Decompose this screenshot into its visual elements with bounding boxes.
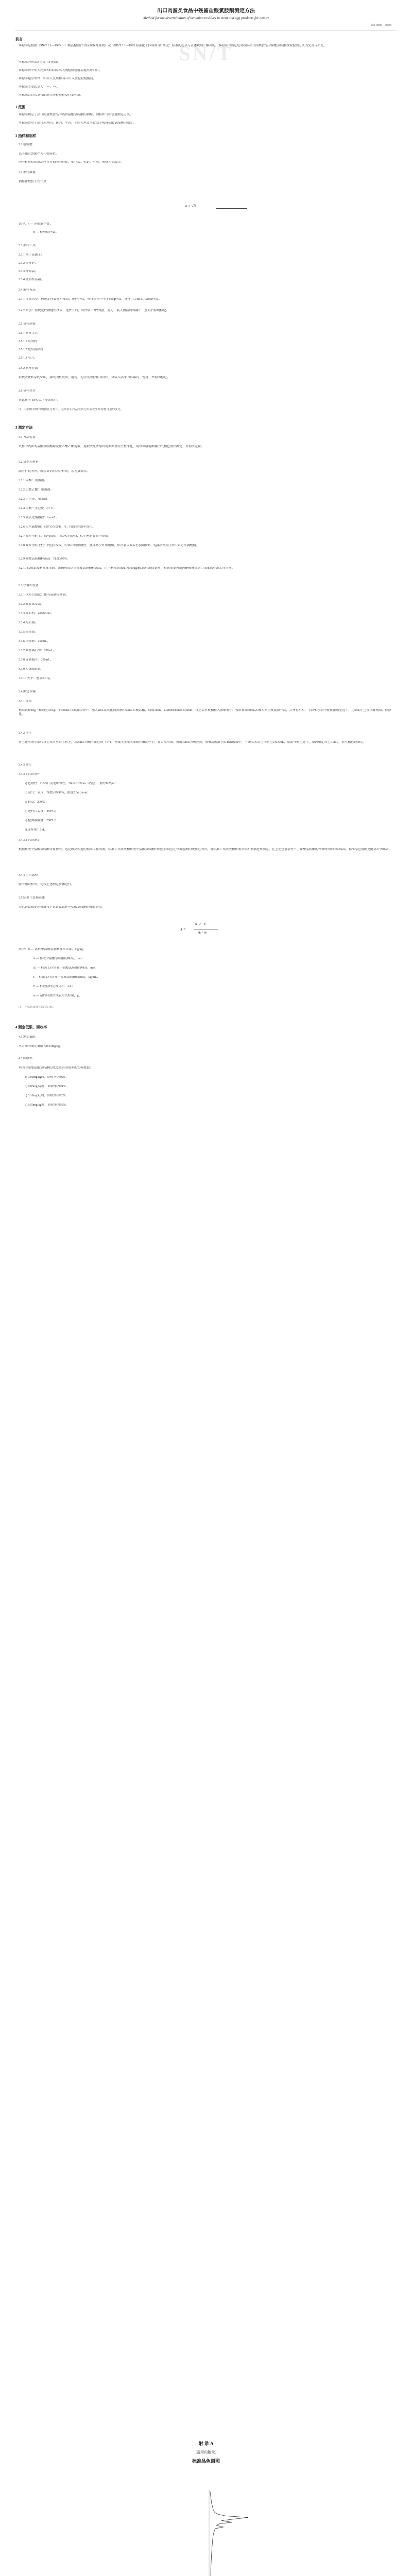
list-item: a) 色谱柱：HP-5石英毛细管柱，30m×0.32mm（内径），膜厚0.25μm；	[25, 782, 119, 785]
formula-where: m — 最终样液所代表的试样量，g。	[33, 994, 82, 997]
list-item: 2.5.1.2 组织捣碎机；	[19, 348, 47, 351]
list-item: e) 检测器温度：280℃；	[25, 819, 58, 822]
formula-where: A — 样液中盐酸氯胺酮的峰高，mm；	[33, 957, 85, 960]
paragraph: 本标准规定了出口肉蛋类食品中残留盐酸氯胺酮的抽样、制样和气相色谱测定方法。	[19, 113, 133, 116]
list-item: 3.3.8 分液漏斗：250mL。	[19, 658, 53, 662]
list-item: b) 0.05mg/kg时，回收率为89%；	[25, 1085, 69, 1088]
formula-where: 式中：X — 试样中盐酸氯胺酮残留含量，mg/kg；	[19, 948, 86, 951]
appendix-type: （提示的附录）	[193, 2450, 219, 2454]
section-method: 3 测定方法	[15, 426, 33, 430]
list-item: 3.3.1 气相色谱仪：配有氮磷检测器。	[19, 594, 69, 597]
paragraph: 本标准主要起草人：××、××。	[19, 86, 60, 89]
appendix-title: 标准品色谱图	[192, 2459, 220, 2464]
paragraph: 取代表性样品约500g，用绞肉机绞碎，混匀，均分成两份作为试样，分装入洁净的容器内，密封，并标明标记。	[19, 376, 170, 379]
paragraph: 同一检验批的商品应具有相同的特征，如包装、标记、产地、规格和等级等。	[19, 161, 124, 164]
formula-where: c — 标准工作溶液中盐酸氯胺酮的浓度，μg/mL；	[33, 976, 100, 979]
paragraph: 除不加试样外，均按上述测定步骤进行。	[19, 883, 75, 886]
list-item: a) 0.01mg/kg时，回收率为86%；	[25, 1076, 68, 1079]
list-item: 3.2.4 丙酮－正己烷（1+1）。	[19, 507, 57, 510]
subsection-heading: 3.4.3 测定	[19, 764, 32, 767]
list-item: 3.2.10 盐酸氯胺酮标准溶液：准确称取适量盐酸氯胺酮标准品，用丙酮配成浓度为100μg/mL的标准储备液，根据需要再用丙酮稀释成适当浓度的标准工作溶液。	[19, 567, 235, 570]
subsection-heading: 4.1 测定低限	[19, 1036, 36, 1039]
paragraph: 本标准是根据《SN/T 1.1—1995 出口商品检验行业标准编写规则》及《GB/T 1.1—1993 标准化工作导则 第1单元：标准的起草与表述规则》编写的，本标准的制定是对我国出口肉类食品中盐酸氯胺酮残留检测方法的完善与补充。	[19, 44, 327, 47]
paragraph: 本方法的测定低限为0.01mg/kg。	[19, 1045, 63, 1048]
subsection-heading: 2.5.2 制样方法	[19, 367, 38, 370]
formula-numerator: A · c · V	[195, 922, 207, 926]
paragraph: 本标准由中华人民共和国国家出入境检验检疫局提出并归口。	[19, 69, 102, 72]
formula-where: 式中：n — 应抽取件数；	[19, 223, 53, 226]
list-item: b) 载气：氮气，纯度≥99.99%，流速2.0mL/min；	[25, 791, 91, 794]
list-item: 3.3.2 旋转蒸发器。	[19, 603, 44, 606]
paragraph: 2.4.1 冷冻肉类：按规定件数随机抽取，逐件开启，每件取出不少于500g样品，逐件用金属工具割取样品。	[19, 298, 162, 301]
section-foreword: 前言	[15, 37, 23, 41]
formula-where: V — 样液最终定容体积，mL；	[33, 985, 75, 988]
paragraph: 用色谱数据处理机或按下式计算试样中盐酸氯胺酮的残留含量：	[19, 906, 106, 909]
list-item: d) 进样口温度：250℃；	[25, 810, 58, 813]
list-item: c) 柱温：200℃；	[25, 801, 48, 804]
list-item: 3.3.4 均质器。	[19, 621, 38, 624]
list-item: 2.5.1.3 小刀。	[19, 357, 38, 360]
section-sampling: 2 抽样和制样	[15, 134, 37, 138]
list-item: 2.3.3 样品袋；	[19, 270, 38, 273]
list-item: c) 0.10mg/kg时，回收率为92%；	[25, 1094, 68, 1097]
subsection-heading: 3.5 结果计算和表述	[19, 896, 45, 900]
subsection-heading: 2.1 检验批	[19, 143, 33, 146]
paragraph: 将上述溶液全部转移至弗罗里硅土柱上，用20mL丙酮－正己烷（1+1）分数次洗涤浓缩瓶并淋洗柱子，弃去流出液。再用40mL丙酮洗脱，收集洗脱液于K-D浓缩器中，于50℃水浴上浓缩至约0.5mL，用氮气吹至近干，用丙酮定容至1.0mL，供气相色谱测定。	[19, 741, 367, 744]
subsection-heading: 3.1 方法提要	[19, 436, 36, 439]
subsection-heading: 3.4.1 提取	[19, 700, 32, 703]
paragraph: 本标准适用于出口冻鸡肉、猪肉、牛肉、羊肉和鸡蛋等食品中残留盐酸氯胺酮的测定。	[19, 122, 136, 125]
subsection-heading: 3.2 试剂和材料	[19, 461, 39, 464]
list-item: 3.2.5 氢氧化钠溶液：1mol/L。	[19, 516, 60, 519]
list-item: 3.3.9 K-D浓缩器。	[19, 668, 44, 671]
subsection-heading: 2.5.1 制样工具	[19, 332, 38, 335]
subsection-heading: 2.6 试样保存	[19, 389, 36, 393]
chromatogram-chart	[202, 2488, 253, 2576]
list-item: 3.3.6 浓缩瓶：250mL。	[19, 640, 50, 643]
subsection-heading: 3.3 仪器和设备	[19, 584, 39, 587]
list-item: 3.3.7 具塞离心管：100mL。	[19, 649, 56, 652]
subsection-heading: 2.2 抽样数量	[19, 171, 36, 174]
watermark: SN/T	[179, 42, 233, 65]
appendix-label: 附 录 A	[198, 2441, 214, 2446]
paragraph: 本标准系首次发布的出入境检验检疫行业标准。	[19, 94, 84, 97]
formula-where: N — 检验批件数。	[33, 231, 59, 234]
list-item: 2.3.1 凿子或锯子；	[19, 253, 44, 257]
formula-sample-count: n = √N	[185, 204, 196, 208]
section-scope: 1 范围	[15, 105, 26, 109]
formula-rule	[216, 208, 247, 209]
paragraph: 抽样件数按下式计算：	[19, 180, 50, 183]
paragraph: 本标准起草单位：中华人民共和国××出入境检验检疫局。	[19, 77, 96, 80]
paragraph: 本标准的附录A为提示的附录。	[19, 61, 61, 64]
list-item: 2.3.2 取样铲；	[19, 262, 38, 265]
subsection-heading: 3.4.3.2 色谱测定	[19, 839, 41, 842]
paragraph: 除另有说明外，所用试剂均为分析纯，水为蒸馏水。	[19, 470, 90, 473]
note: 注：计算结果须扣除空白值。	[19, 1006, 56, 1009]
subsection-heading: 3.4 测定步骤	[19, 690, 36, 693]
list-item: 3.2.3 正己烷：重蒸馏。	[19, 498, 50, 501]
subsection-heading: 2.3 抽样工具	[19, 244, 36, 247]
list-item: 3.3.5 振荡器。	[19, 631, 38, 634]
formula-denominator: Aₛ · m	[198, 930, 207, 935]
list-item: 3.2.8 弗罗里硅土柱：内径1.5cm，长30cm的玻璃柱，底部塞少许玻璃棉，依次装入1cm无水硫酸钠、5g弗罗里硅土和1cm无水硫酸钠。	[19, 544, 199, 547]
list-item: 3.2.7 弗罗里硅土：60~100目，650℃灼烧4h，贮于密封容器中备用。	[19, 535, 111, 538]
list-item: 3.2.1 丙酮：重蒸馏。	[19, 479, 47, 482]
chromatogram-trace-0	[210, 2490, 248, 2576]
chromatogram-svg	[202, 2488, 253, 2576]
subsection-heading: 3.4.2 净化	[19, 732, 32, 735]
document-title: 出口肉蛋类食品中残留盐酸氯胺酮测定方法	[157, 8, 255, 14]
paragraph: 称取试样10g（精确至0.01g）于100mL具塞离心管中，加入2mL氢氧化钠溶液和50mL乙酸乙酯，均质1min，以4000r/min离心5min，将上层有机相移入浓缩瓶中。残渣再用30mL乙酸乙酯重复提取一次，合并有机相，于40℃水浴中旋转浓缩至近干，用5mL正己烷溶解残渣，待净化。	[19, 709, 391, 716]
paragraph: 将试样于-18℃以下冷冻保存。	[19, 399, 60, 402]
paragraph: 试样中残留的盐酸氯胺酮用碱性乙酸乙酯提取，提取液经浓缩后用弗罗里硅土柱净化，用带氮磷检测器的气相色谱仪测定，外标法定量。	[19, 445, 204, 448]
standard-number: SN 0xxx—xxxx	[371, 24, 391, 27]
note: 注：在抽样和制样的操作过程中，必须防止样品受到污染或发生残留物含量的变化。	[19, 408, 124, 411]
list-item: d) 0.50mg/kg时，回收率为95%。	[25, 1104, 69, 1107]
list-item: 3.3.10 天平：感量0.01g。	[19, 677, 53, 680]
list-item: 2.3.4 金属样品箱。	[19, 278, 44, 281]
paragraph: 根据样液中盐酸氯胺酮含量情况，选定峰高相近的标准工作溶液。标准工作溶液和样液中盐酸氯胺酮的响应值均应在仪器检测的线性范围内。对标准工作溶液和样液等体积参插进样测定。在上述色谱条件下，盐酸氯胺酮的保留时间约为4.8min。标准品色谱图见附录A中图A1。	[19, 848, 392, 851]
list-item: 3.2.2 乙酸乙酯：重蒸馏。	[19, 488, 54, 492]
list-item: 2.5.1.1 绞肉机；	[19, 340, 41, 343]
paragraph: 以不超过2500件为一检验批。	[19, 152, 59, 156]
paragraph: 2.4.2 鸡蛋：按规定件数随机抽取，逐件开启，每件取出5枚鸡蛋，混匀，装入清洁的容器中，加封后标明标记。	[19, 309, 169, 312]
list-item: 3.2.6 无水硫酸钠：650℃灼烧4h，贮于密封容器中备用。	[19, 526, 96, 529]
document-subtitle: Method for the determination of ketamine residues in meat and egg products for export	[143, 16, 269, 20]
subsection-heading: 2.5 试样制备	[19, 323, 36, 326]
formula-where: Aₛ — 标准工作溶液中盐酸氯胺酮的峰高，mm；	[33, 967, 98, 970]
paragraph: 鸡肉中添加盐酸氯胺酮的浓度及其回收率的实验数据：	[19, 1066, 93, 1070]
subsection-heading: 4.2 回收率	[19, 1057, 33, 1060]
subsection-heading: 2.4 取样方法	[19, 289, 36, 292]
subsection-heading: 3.4.4 空白试验	[19, 874, 38, 877]
list-item: 3.2.9 盐酸氯胺酮标准品：纯度≥99%。	[19, 557, 70, 561]
list-item: 3.3.3 离心机：4000r/min。	[19, 612, 54, 615]
section-limits: 4 测定低限、回收率	[15, 1025, 47, 1029]
subsection-heading: 3.4.3.1 色谱条件	[19, 773, 41, 776]
formula-lhs: X =	[180, 927, 186, 931]
list-item: f) 进样量：1μL。	[25, 828, 48, 832]
